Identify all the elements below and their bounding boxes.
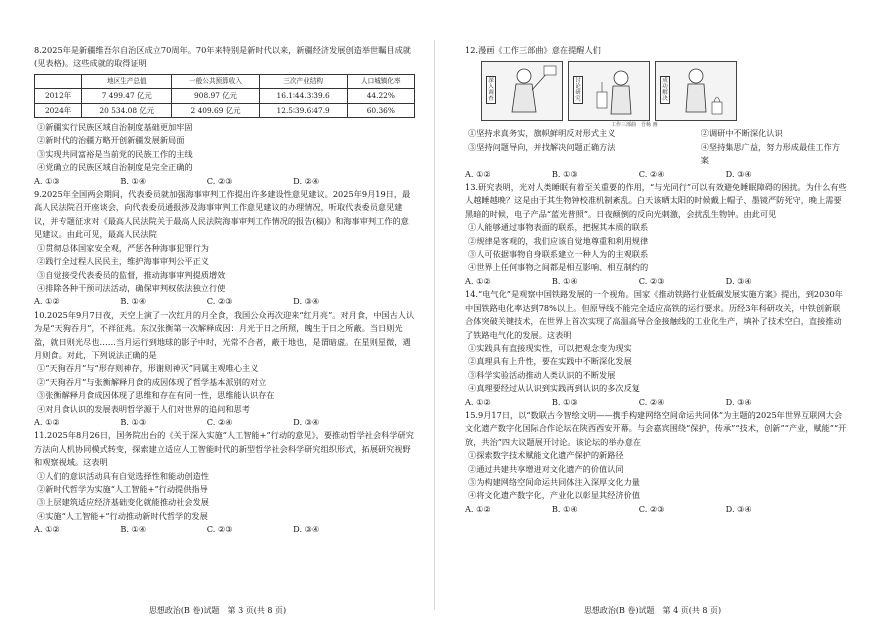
- table-cell: 908.97 亿元: [172, 89, 259, 103]
- right-page: [435, 0, 870, 630]
- table-cell: 44.22%: [347, 89, 414, 103]
- question-stem: 8.2025年是新疆维吾尔自治区成立70周年。70年来特别是新时代以来，新疆经济发展创造举世瞩目成就(见表格)。这些成就的取得证明: [34, 45, 411, 69]
- answer-c: C. ②④: [638, 168, 665, 179]
- answer-d: D. ③④: [725, 396, 752, 407]
- data-table: [34, 74, 415, 118]
- answer-c: C. ②③: [206, 175, 233, 186]
- answer-choices: [465, 503, 848, 516]
- options-row: [465, 141, 848, 168]
- option-1: ①新疆实行民族区域自治制度基础更加牢固: [37, 122, 193, 133]
- question-stem: 9.2025年全国两会期间，代表委员就加强海事审判工作提出许多建设性意见建议。2025年9月19日，最高人民法院召开座谈会，向代表委员通报涉及海事审判工作意见建议的办理情况，听取代表委员意见建议，并专题征求对《最高人民法院关于最高人民法院海事审判工作情况的报告(稿)》和海事审判工作的意见建议。由此可见，最高人民法院: [34, 189, 411, 240]
- right-page-content: [465, 44, 848, 516]
- answer-choices: [34, 295, 415, 308]
- question-12: [465, 44, 848, 181]
- option-4: ④排除各种干预司法活动，确保审判权依法独立行使: [37, 282, 226, 293]
- option-1: ①实践具有直接现实性，可以把观念变为现实: [468, 342, 632, 353]
- option-2: ②践行全过程人民民主，维护海事审判公平正义: [37, 256, 209, 267]
- answer-choices: [465, 275, 848, 288]
- table-header: 地区生产总值: [82, 74, 172, 88]
- question-stem: 10.2025年9月7日夜，天空上演了一次红月的月全食，我国公众再次迎来“红月亮”。对月食，中国古人认为是“天狗吞月”，不祥征兆。东汉张衡第一次解释成因：月光于日之所照，魄生于日之所蔽。当日则光盈，就日则光尽也……当月运行到地球的影子中时，光常不合者，蔽于地也，是谓暗虚。在星则星微，遇月则食。对此，下列说法正确的是: [34, 309, 415, 360]
- option-2: ②“天狗吞月”与张衡解释月食的成因体现了哲学基本派别的对立: [37, 376, 267, 387]
- answer-b: B. ①③: [551, 396, 578, 407]
- option-2: ②规律是客观的，我们应该自觉地尊重和利用规律: [468, 235, 649, 246]
- cartoon-sign-2: 讨论研究: [573, 76, 583, 104]
- answer-b: B. ①③: [120, 416, 147, 427]
- table-header-row: [35, 74, 415, 88]
- page-footer: 思想政治(B 卷)试题 第 3 页(共 8 页): [148, 606, 287, 615]
- question-stem: 11.2025年8月26日，国务院出台的《关于深入实施“人工智能+”行动的意见》，要推动哲学社会科学研究方法向人机协同模式转变，探索建立适应人工智能时代的新型哲学社会科学研究组织形式，拓展研究视野和观察视域。这表明: [34, 430, 414, 468]
- option-2: ②新时代的治疆方略开创新疆发展新局面: [37, 135, 185, 146]
- option-1: ①人们的意识活动具有自觉选择性和能动创造性: [37, 470, 209, 481]
- answer-c: C. ②④: [206, 416, 233, 427]
- table-header: [35, 74, 82, 88]
- cartoon-caption: 工作三部曲 吾杨 画: [611, 122, 658, 129]
- question-10: [34, 309, 415, 430]
- question-14: [465, 288, 848, 409]
- table-cell: 2012年: [35, 89, 82, 103]
- answer-b: B. ①④: [551, 503, 578, 514]
- option-1: ①坚持求真务实，旗帜鲜明反对形式主义: [468, 128, 616, 139]
- option-1: ①贯彻总体国家安全观，严惩各种海事犯罪行为: [37, 242, 209, 253]
- answer-choices: [34, 416, 415, 429]
- answer-d: D. ②④: [293, 175, 320, 186]
- answer-choices: [465, 168, 848, 181]
- question-stem: 14.“电气化”是观察中国铁路发展的一个视角。国家《推动铁路行业低碳发展实施方案》提出，到2030年中国铁路电化率达到78%以上。但原导线不能完全适应高铁的运行要求。历经3年科研攻关，中铁创新联合体突破关键技术，在世界上首次实现了高温高导合金接触线的工业化生产，填补了技术空白，直接推动了铁路电气化的发展。这表明: [465, 289, 843, 340]
- answer-b: B. ①④: [120, 524, 147, 535]
- option-4: ④世界上任何事物之间都是相互影响、相互制约的: [468, 262, 649, 273]
- answer-a: A. ①②: [465, 275, 491, 286]
- answer-a: A. ①②: [34, 416, 60, 427]
- option-4: ④党确立的民族区域自治制度是完全正确的: [37, 162, 193, 173]
- answer-b: B. ①④: [120, 296, 147, 307]
- table-cell: 60.36%: [347, 103, 414, 117]
- answer-choices: [34, 175, 415, 188]
- option-2: ②通过共建共享增进对文化遗产的价值认同: [468, 463, 624, 474]
- cartoon-sign-1: 深入调查: [486, 76, 496, 104]
- answer-c: C. ②③: [206, 296, 233, 307]
- answer-a: A. ①②: [465, 168, 491, 179]
- table-cell: 7 499.47 亿元: [82, 89, 172, 103]
- answer-a: A. ①②: [34, 524, 60, 535]
- table-cell: 16.1∶44.3∶39.6: [259, 89, 347, 103]
- option-3: ③坚持问题导向，并找解决问题正确方法: [468, 141, 616, 152]
- answer-c: C. ②③: [638, 503, 665, 514]
- question-13: [465, 181, 848, 288]
- question-stem: 12.漫画《工作三部曲》意在提醒人们: [465, 45, 601, 55]
- answer-b: B. ①④: [120, 175, 147, 186]
- option-4: ④坚持集思广益，努力形成最佳工作方案: [700, 141, 840, 166]
- table-row: [35, 103, 415, 117]
- answer-d: D. ③④: [725, 275, 752, 286]
- option-3: ③为构建网络空间命运共同体注入深厚文化力量: [468, 476, 640, 487]
- table-cell: 2024年: [35, 103, 82, 117]
- option-3: ③自觉接受代表委员的监督，推动海事审判提质增效: [37, 269, 226, 280]
- answer-d: D. ③④: [725, 168, 752, 179]
- answer-a: A. ①②: [465, 503, 491, 514]
- left-page-content: [34, 44, 415, 537]
- option-3: ③实现共同富裕是当前党的民族工作的主线: [37, 148, 193, 159]
- table-row: [35, 89, 415, 103]
- question-8: [34, 44, 415, 188]
- option-2: ②真理具有上升性，要在实践中不断深化发展: [468, 356, 632, 367]
- cartoon-panel-3: [655, 61, 737, 121]
- cartoon-illustration: [481, 61, 735, 127]
- cartoon-panel-2: [568, 61, 650, 121]
- answer-b: B. ①③: [551, 168, 578, 179]
- option-3: ③科学实验活动推动人类认识的不断发展: [468, 369, 616, 380]
- cartoon-sign-3: 成功解决: [660, 76, 670, 104]
- option-2: ②调研中不断深化认识: [700, 128, 783, 139]
- answer-a: A. ①②: [34, 296, 60, 307]
- option-4: ④将文化遗产数字化，产业化以彰显其经济价值: [468, 490, 640, 501]
- answer-d: D. ③④: [725, 503, 752, 514]
- answer-c: C. ②④: [638, 396, 665, 407]
- answer-a: A. ①②: [465, 396, 491, 407]
- option-1: ①人能够通过事物表面的联系，把握其本质的联系: [468, 222, 649, 233]
- question-15: [465, 409, 848, 516]
- table-cell: 20 534.08 亿元: [82, 103, 172, 117]
- option-4: ④对月食认识的发展表明哲学源于人们对世界的追问和思考: [37, 403, 250, 414]
- option-3: ③人可依据事物自身联系建立一种人为的主观联系: [468, 249, 649, 260]
- option-4: ④实施“人工智能+”行动推动新时代哲学的发展: [37, 510, 208, 521]
- option-1: ①探索数字技术赋能文化遗产保护的新路径: [468, 450, 624, 461]
- answer-d: D. ③④: [293, 296, 320, 307]
- answer-c: C. ②③: [206, 524, 233, 535]
- answer-c: C. ②③: [638, 275, 665, 286]
- option-1: ①“天狗吞月”与“形存则神存，形谢则神灭”同属主观唯心主义: [37, 363, 259, 374]
- table-header: 人口城镇化率: [347, 74, 414, 88]
- answer-a: A. ①③: [34, 175, 60, 186]
- cartoon-panel-1: [481, 61, 563, 121]
- table-header: 一般公共预算收入: [172, 74, 259, 88]
- option-3: ③上层建筑适应经济基础变化就能推动社会发展: [37, 497, 209, 508]
- answer-choices: [34, 523, 415, 536]
- question-11: [34, 429, 415, 536]
- table-header: 三次产业结构: [259, 74, 347, 88]
- question-stem: 15.9月17日，以“数联古今智绘文明——携手构建网络空间命运共同体”为主题的2025年世界互联网大会文化遗产数字化国际合作论坛在陕西西安开幕。与会嘉宾围绕“保护，传承”“技术，创新”“产业，赋能”“开放，共治”四大议题展开讨论。该论坛的举办意在: [465, 409, 847, 447]
- question-stem: 13.研究表明，光对人类睡眠有着至关重要的作用，“与光同行”可以有效避免睡眠障碍的困扰。为什么有些人越睡越晚？这是由于其生物钟校准机制紊乱。白天该晒太阳的时候戴上帽子、墨镜严防死守，晚上需要黑暗的时候，电子产品“蓝光普照”。日夜颠倒的反向光刺激，会扰乱生物钟。由此可见: [465, 182, 847, 219]
- option-2: ②新时代哲学为实施“人工智能+”行动提供指导: [37, 484, 208, 494]
- answer-d: D. ③④: [293, 524, 320, 535]
- answer-b: B. ①④: [551, 275, 578, 286]
- page-footer: 思想政治(B 卷)试题 第 4 页(共 8 页): [583, 606, 722, 615]
- option-4: ④真理要经过从认识到实践再到认识的多次反复: [468, 383, 640, 394]
- table-cell: 2 409.69 亿元: [172, 103, 259, 117]
- answer-choices: [465, 396, 848, 409]
- option-3: ③张衡解释月食成因体现了思维和存在有同一性，思维能认识存在: [37, 390, 275, 401]
- answer-d: D. ③④: [293, 416, 320, 427]
- table-cell: 12.5∶39.6∶47.9: [259, 103, 347, 117]
- question-9: [34, 188, 415, 309]
